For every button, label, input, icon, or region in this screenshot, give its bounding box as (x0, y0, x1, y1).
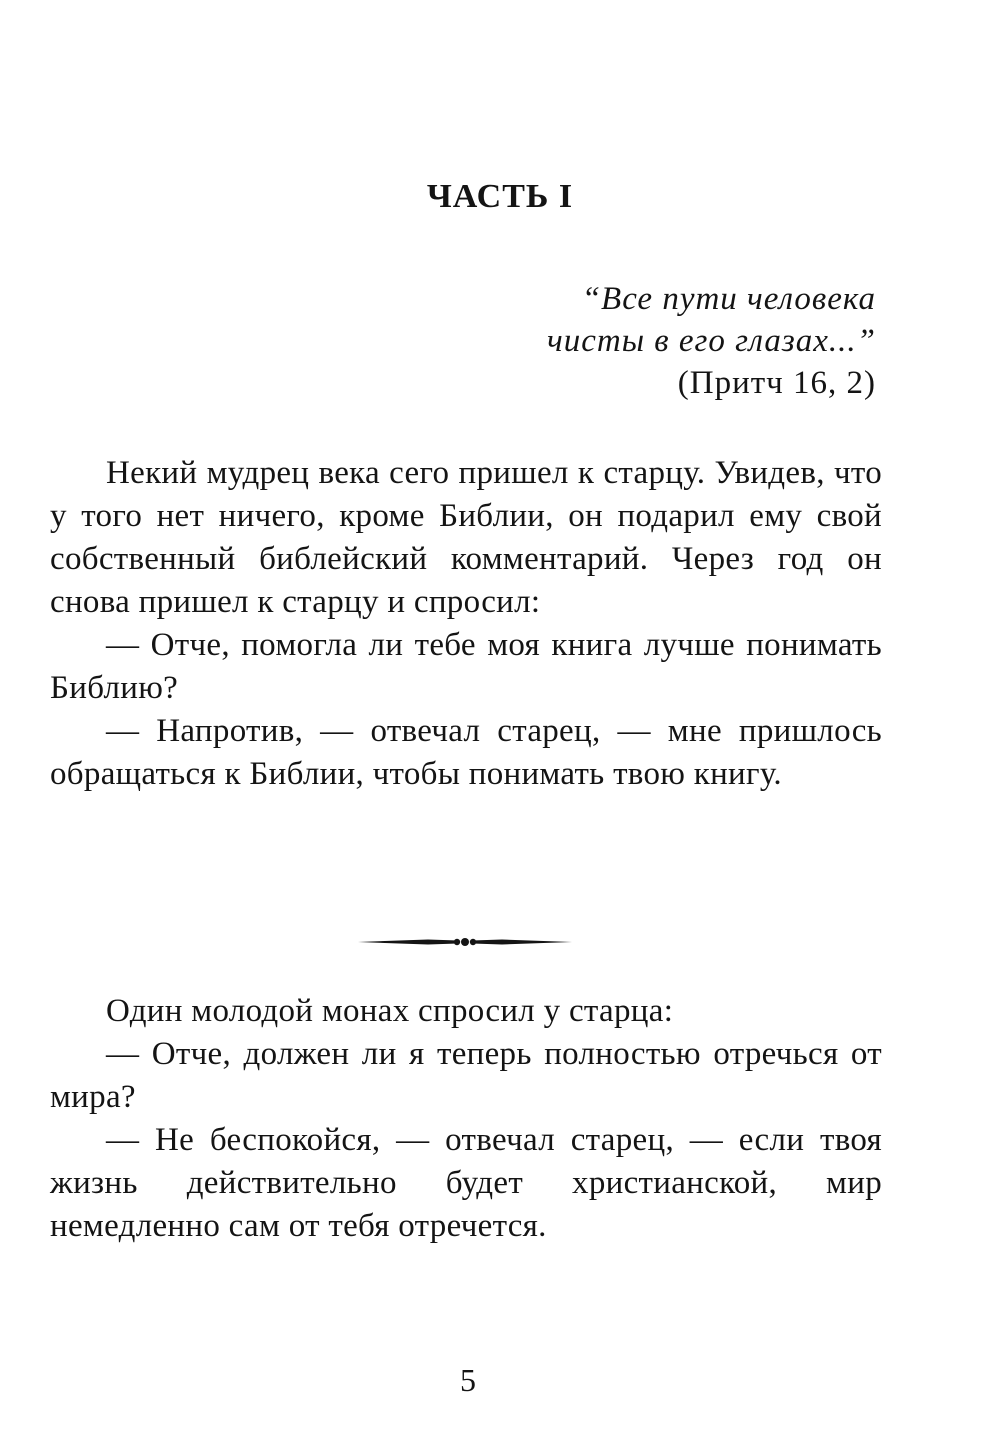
paragraph: Некий мудрец века сего пришел к старцу. Увидев, что у того нет ничего, кроме Библии, он подарил ему свой собственный библейский комментарий. Через год он снова пришел к старцу и спросил: (50, 455, 882, 620)
epigraph-line-1: “Все пути человека (581, 281, 876, 317)
part-title: ЧАСТЬ I (426, 178, 574, 215)
epigraph (547, 278, 876, 404)
epigraph-line-2: чисты в его глазах...” (546, 323, 876, 359)
ornamental-divider-icon (358, 936, 572, 948)
paragraph: — Отче, помогла ли тебе моя книга лучше понимать Библию? (50, 627, 882, 706)
page-number: 5 (460, 1362, 476, 1398)
story-2 (50, 990, 882, 1248)
paragraph: — Отче, должен ли я теперь полностью отречься от мира? (50, 1036, 882, 1115)
paragraph: — Напротив, — отвечал старец, — мне пришлось обращаться к Библии, чтобы понимать твою книгу. (50, 713, 882, 792)
story-1 (50, 452, 882, 796)
paragraph: Один молодой монах спросил у старца: (106, 993, 674, 1029)
epigraph-reference: (Притч 16, 2) (677, 365, 876, 401)
paragraph: — Не беспокойся, — отвечал старец, — если твоя жизнь действительно будет христианской, мир немедленно сам от тебя отречется. (50, 1122, 882, 1244)
